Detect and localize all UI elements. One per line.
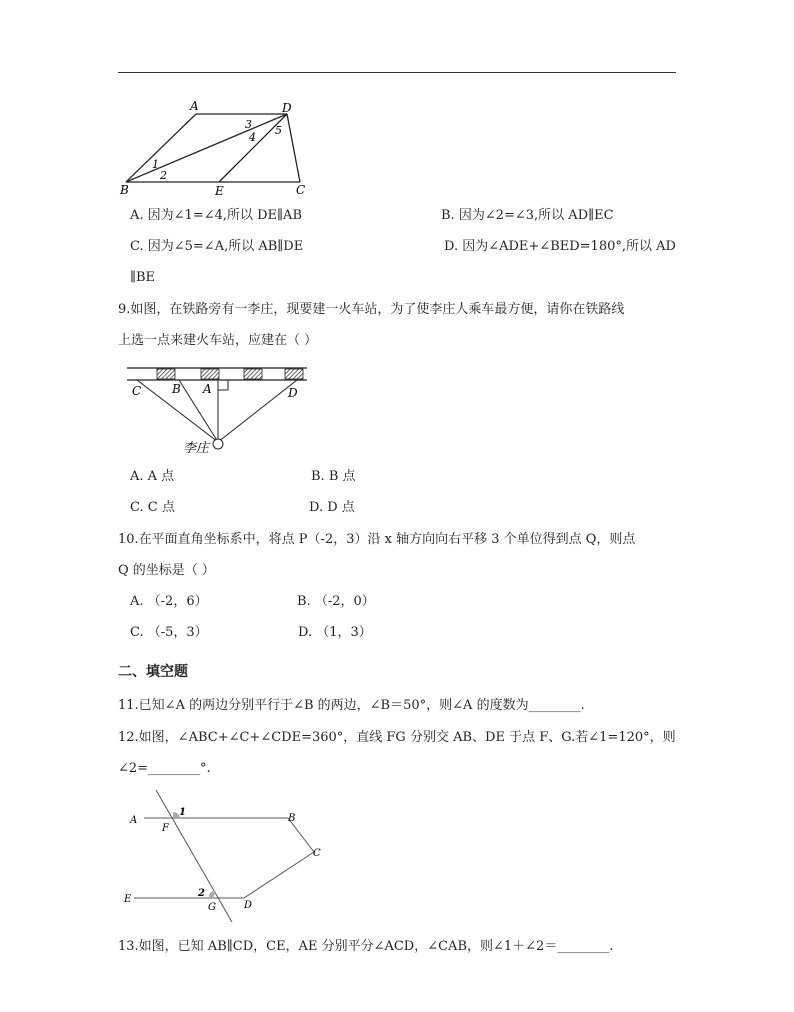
section-heading: 二、填空题 [118,664,188,680]
q9-line-to-d [218,380,297,442]
q12-line1: 12.如图，∠ABC+∠C+∠CDE=360°，直线 FG 分别交 AB、DE 于点 F、G.若∠1=120°，则 [118,730,676,745]
header-rule [118,72,676,73]
q8-segment-dc [287,114,300,182]
q12-label-b: B [288,813,296,824]
q12-label-f: F [162,823,169,834]
rail-tie [244,369,262,379]
q12-label-1: 1 [179,807,186,818]
q9-option-c: C. C 点 [130,500,175,515]
rail-tie [157,369,175,379]
q9-label-a: A [203,382,212,396]
q12-label-c: C [313,848,321,859]
q12-figure [118,786,333,926]
q9-stem-line1: 9.如图，在铁路旁有一李庄，现要建一火车站，为了使李庄人乘车最方便，请你在铁路线 [118,302,625,317]
q12-label-d: D [244,900,253,911]
q8-option-d: D. 因为∠ADE+∠BED=180°,所以 AD [444,239,676,254]
q8-label-c: C [296,183,306,197]
q8-angle-5: 5 [275,124,282,137]
q8-angle-4: 4 [249,131,256,144]
q10-stem-line1: 10.在平面直角坐标系中，将点 P（-2，3）沿 x 轴方向向右平移 3 个单位得到点 Q，则点 [118,532,636,547]
rail-tie [201,369,219,379]
q10-option-c: C. （-5，3） [130,625,208,640]
q10-stem-line2: Q 的坐标是（ ） [118,563,215,578]
q8-angle-1: 1 [152,158,159,171]
q9-label-d: D [288,386,298,400]
q8-label-d: D [282,101,292,115]
q10-option-d: D. （1，3） [298,625,372,640]
q8-label-a: A [190,99,199,113]
q8-option-b: B. 因为∠2=∠3,所以 AD∥EC [441,208,614,223]
q12-label-2: 2 [198,888,205,899]
q9-stem-line2: 上选一点来建火车站，应建在（ ） [118,333,318,348]
q8-label-b: B [120,183,129,197]
q8-segment-bd [126,114,287,182]
q8-angle-2: 2 [160,169,167,182]
q12-label-a: A [130,815,138,826]
q8-angle-3: 3 [245,118,252,131]
q12-label-e: E [124,894,132,905]
q8-label-e: E [215,184,224,198]
q12-transversal-fg [156,790,232,922]
q9-option-d: D. D 点 [309,500,355,515]
q9-label-b: B [172,382,181,396]
q9-village-point [213,439,223,449]
q9-option-a: A. A 点 [130,469,175,484]
q9-label-c: C [132,384,142,398]
q12-label-g: G [208,902,216,913]
q9-line-to-b [179,380,218,442]
q9-railway-figure [125,364,315,456]
q10-option-a: A. （-2，6） [130,594,208,609]
q12-angle-2-mark [209,891,216,898]
q8-option-d-cont: ∥BE [130,270,156,285]
q12-line2: ∠2=________°. [118,761,211,776]
q10-option-b: B. （-2，0） [297,594,375,609]
rail-tie [285,369,303,379]
q8-trapezoid-figure [118,98,318,198]
q9-label-village: 李庄 [183,441,210,456]
q13-text: 13.如图，已知 AB∥CD，CE，AE 分别平分∠ACD，∠CAB，则∠1＋∠2＝________. [118,939,614,954]
railway-track [127,368,307,380]
q11-text: 11.已知∠A 的两边分别平行于∠B 的两边，∠B＝50°，则∠A 的度数为________. [118,698,585,713]
q9-right-angle-mark [218,380,228,390]
q8-option-c: C. 因为∠5=∠A,所以 AB∥DE [130,239,304,254]
q12-line-cd [244,852,314,898]
q9-option-b: B. B 点 [311,469,356,484]
q8-option-a: A. 因为∠1=∠4,所以 DE∥AB [130,208,302,223]
